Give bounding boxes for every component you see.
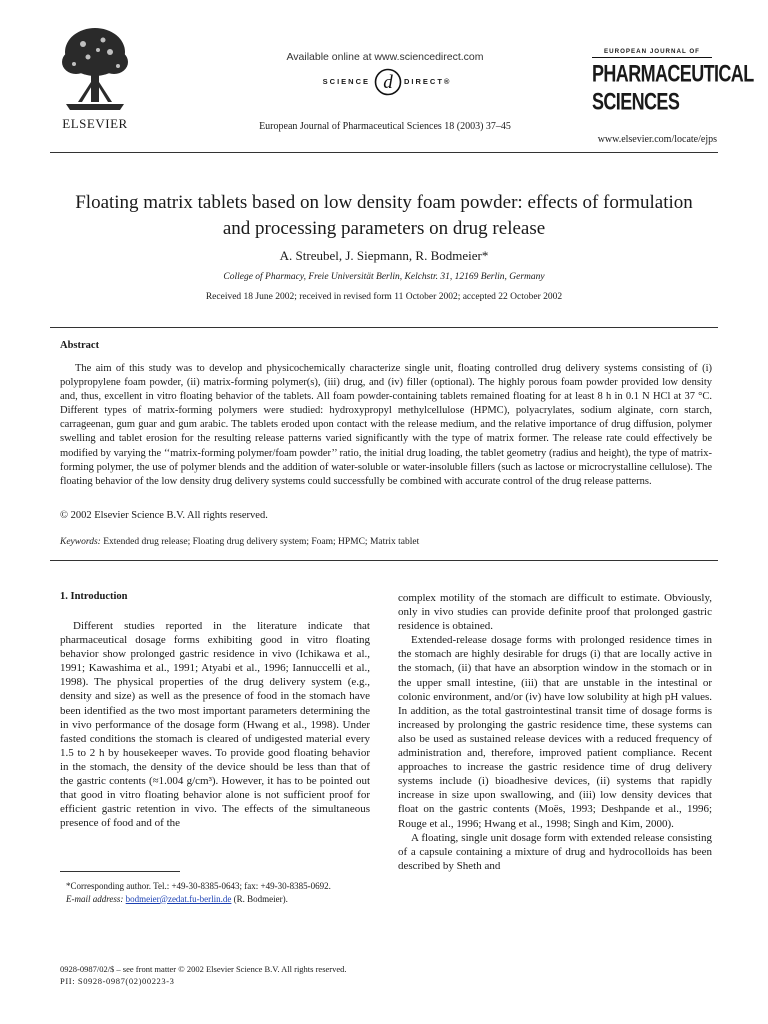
journal-logo-line2: SCIENCES	[592, 88, 680, 115]
left-column	[60, 619, 370, 830]
intro-paragraph-continued: complex motility of the stomach are difficult to estimate. Obviously, only in vivo studies can provide definite proof that prolonged gastric residence is obtained.	[398, 592, 712, 633]
intro-paragraph-3: A floating, single unit dosage form with extended release consisting of a capsule containing a mixture of drug and hydrocolloids has been described by Sheth and	[398, 831, 712, 872]
email-label: E-mail address:	[66, 893, 124, 904]
journal-url-link[interactable]: www.elsevier.com/locate/ejps	[597, 134, 717, 145]
keywords-label: Keywords:	[60, 537, 101, 547]
author-affiliation: College of Pharmacy, Freie Universität Berlin, Kelchstr. 31, 12169 Berlin, Germany	[223, 272, 545, 282]
svg-text:d: d	[383, 72, 393, 93]
journal-citation: European Journal of Pharmaceutical Sciences 18 (2003) 37–45	[259, 121, 511, 132]
abstract-bottom-divider	[50, 560, 718, 561]
article-dates: Received 18 June 2002; received in revised form 11 October 2002; accepted 22 October 2002	[205, 292, 563, 302]
issn-line: 0928-0987/02/$ – see front matter © 2002 Elsevier Science B.V. All rights reserved.	[60, 964, 347, 974]
corresponding-author-text: *Corresponding author. Tel.: +49-30-8385-0643; fax: +49-30-8385-0692.	[66, 881, 331, 891]
footnote-divider	[60, 871, 180, 872]
sciencedirect-logo	[300, 68, 480, 98]
article-authors: A. Streubel, J. Siepmann, R. Bodmeier*	[279, 248, 489, 263]
sd-logo-right-word: DIRECT®	[404, 77, 452, 86]
abstract-text: The aim of this study was to develop and physicochemically characterize single unit, floating controlled drug delivery systems consisting of (i) polypropylene foam powder, (ii) matrix-forming polymer(s), (iii) drug, and (iv) filler (optional). The highly porous foam powder provided low density and, thus, excellent in vitro floating behavior of the tablets. All foam powder-containing tablets remained floating for at least 8 h in 0.1 N HCl at 37 °C. Different types of matrix-forming polymers were studied: hydroxypropyl methylcellulose (HPMC), polyacrylates, sodium alginate, corn starch, carrageenan, gum guar and gum arabic. The tablets eroded upon contact with the release medium, and the relative importance of drug diffusion, polymer swelling and tablet erosion for the resulting release patterns varied significantly with the type of matrix former. The release rate could effectively be modified by varying the ‘‘matrix-forming polymer/foam powder’’ ratio, the initial drug loading, the tablet geometry (radius and height), the type of matrix-forming polymer, the use of polymer blends and the addition of water-soluble or water-insoluble fillers (such as lactose or microcrystalline cellulose). The floating behavior of the low density drug delivery systems could successfully be combined with accurate control of the drug release patterns.	[60, 363, 712, 487]
publisher-name: ELSEVIER	[62, 116, 128, 131]
intro-paragraph-1: Different studies reported in the literature indicate that pharmaceutical dosage forms exhibiting good in vitro floating behavior show prolonged gastric residence in vivo (Ichikawa et al., 1991; Kawashima et al., 1991; Atyabi et al., 1996; Iannuccelli et al., 1998). The physical properties of the drug delivery system (e.g., density and size) as well as the presence of food in the stomach have been identified as the two most important parameters determining the in vivo performance of the dosage form (Hwang et al., 1998). Under fasted conditions the stomach is cleared of undigested material every 1.5 to 2 h by housekeeper waves. To provide good floating behavior in the stomach, the density of the device should be less than that of the gastric contents (≈1.004 g/cm³). However, it has to be pointed out that good in vitro floating behavior alone is not sufficient proof for efficient gastric retention in vivo. The effects of the simultaneous presence of food and of the	[60, 620, 370, 830]
elsevier-tree-icon	[58, 22, 132, 112]
abstract-copyright: © 2002 Elsevier Science B.V. All rights reserved.	[60, 510, 268, 521]
intro-paragraph-2: Extended-release dosage forms with prolonged residence times in the stomach are highly desirable for drugs (i) that are locally active in the stomach, (ii) that have an absorption window in the stomach or in the upper small intestine, (iii) that are unstable in the intestinal or colonic environment, and/or (iv) have low solubility at high pH values. In addition, as the total gastrointestinal transit time of dosage forms is increased by prolonging the gastric residence time, these systems can also be used as sustained release devices with a reduced frequency of administration and, therefore, improved patient compliance. Recent approaches to increase the gastric residence time of drug delivery systems include (i) bioadhesive devices, (ii) systems that rapidly increase in size upon swallowing, and (iii) low density devices that float on the gastric contents (Moës, 1993; Deshpande et al., 1996; Rouge et al., 1996; Hwang et al., 1998; Singh and Kim, 2000).	[398, 634, 712, 830]
keywords-list: Extended drug release; Floating drug delivery system; Foam; HPMC; Matrix tablet	[103, 537, 420, 547]
header-divider	[50, 152, 718, 153]
at-sign-icon	[374, 68, 402, 96]
abstract-heading: Abstract	[60, 340, 100, 351]
bottom-publication-info	[60, 963, 660, 987]
email-link[interactable]: bodmeier@zedat.fu-berlin.de	[125, 893, 232, 904]
abstract-top-divider	[50, 327, 718, 328]
article-title: Floating matrix tablets based on low density foam powder: effects of formulation and processing parameters on drug release	[75, 192, 693, 239]
pii-line: PII: S0928-0987(02)00223-3	[60, 976, 175, 986]
sd-logo-left-word: SCIENCE	[322, 77, 370, 86]
online-availability-text[interactable]: Available online at www.sciencedirect.com	[286, 51, 484, 63]
keywords-line	[60, 537, 712, 547]
publisher-logo	[50, 22, 140, 132]
journal-logo-line1: PHARMACEUTICAL	[592, 60, 754, 87]
email-suffix: (R. Bodmeier).	[233, 893, 288, 904]
right-column	[398, 591, 712, 873]
section-heading-introduction: 1. Introduction	[60, 591, 128, 602]
journal-logo	[592, 48, 754, 130]
corresponding-author-footnote	[60, 880, 370, 905]
journal-logo-subtitle: EUROPEAN JOURNAL OF	[592, 48, 712, 58]
email-line	[60, 893, 370, 906]
